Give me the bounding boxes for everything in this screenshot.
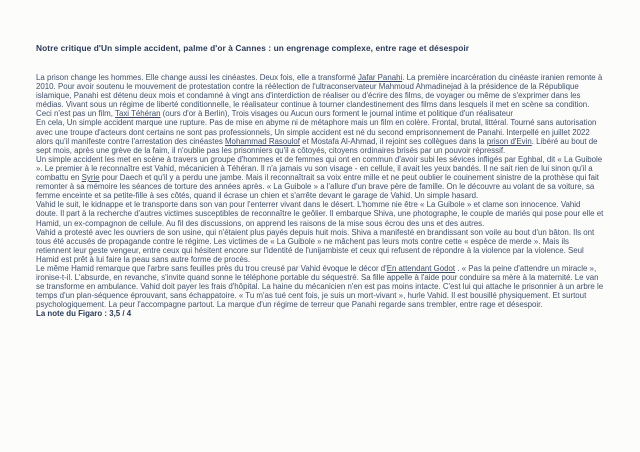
article-paragraph: [36, 118, 604, 154]
text-run: La prison change les hommes. Elle change aussi les cinéastes. Deux fois, elle a transformé: [36, 73, 358, 82]
article-paragraph: [36, 155, 604, 200]
text-run: Le même Hamid remarque que l'arbre sans feuilles près du trou creusé par Vahid évoque le décor d': [36, 263, 387, 273]
figaro-rating: La note du Figaro : 3,5 / 4: [36, 309, 132, 319]
text-run: . « Pas la peine d'attendre un miracle », ironise-t-il. L'absurde, en revanche, s'invite quand sonne le téléphone portable du séquestré. Sa fille appelle à l'aide pour conduire sa mère à la maternité. Le van se transforme en ambulance. Vahid doit payer les frais d'hôpital. La haine du mécanicien n'en est pas moins intacte. C'est lui qui attache le prisonnier à un arbre le temps d'un plan-séquence éprouvant, sans échappatoire. « Tu m'as tué cent fois, je suis un mort-vivant », hurle Vahid. Il est bousillé physiquement. Et surtout psychologiquement. La peur l'accompagne partout. La marque d'un régime de terreur que Panahi regarde sans trembler, entre rage et désespoir.: [36, 263, 604, 310]
article-body: [36, 73, 604, 319]
text-run: . La première incarcération du cinéaste iranien remonte à 2010. Pour avoir soutenu le mouvement de protestation contre la réélection de l'ultraconservateur Mahmoud Ahmadinejad à la présidence de la République islamique, Panahi est détenu deux mois et condamné à vingt ans d'interdiction de réaliser ou d'écrire des films, de voyager ou même de s'exprimer dans les médias. Vivant sous un régime de liberté conditionnelle, le réalisateur continue à tourner clandestinement des films dans lesquels il met en scène sa condition. Ceci n'est pas un film,: [36, 73, 603, 119]
text-run: Vahid le suit, le kidnappe et le transporte dans son van pour l'enterrer vivant dans le désert. L'homme nie être « La Guibole » et clame son innocence. Vahid doute. Il part à la recherche d'autres victimes susceptibles de reconnaître le geôlier. Il embarque Shiva, une photographe, le couple de mariés qui pose pour elle et Hamid, un ex-compagnon de cellule. Au fil des discussions, on apprend les raisons de la mise sous écrou des uns et des autres.: [36, 200, 604, 228]
article-paragraph: [36, 73, 604, 118]
text-run: Un simple accident les met en scène à travers un groupe d'hommes et de femmes qui ont en commun d'avoir subi les sévices infligés par Eghbal, dit « La Guibole ». Le premier à le reconnaître est Vahid, mécanicien à Téhéran. Il n'a jamais vu son visage - en cellule, il avait les yeux bandés. Il ne sait rien de lui sinon qu'il a combattu en: [36, 154, 603, 183]
text-run: (ours d'or à Berlin), Trois visages ou Aucun ours forment le journal intime et politique d'un réalisateur: [160, 109, 514, 119]
text-run: et Mostafa Al-Ahmad, il rejoint ses collègues dans la: [299, 136, 487, 146]
inline-link[interactable]: Syrie: [81, 173, 100, 183]
article-paragraph: [36, 228, 604, 264]
text-run: pour Daech et qu'il y a perdu une jambe. Mais il reconnaîtrait sa voix entre mille et ne peut oublier le couinement sinistre de la prothèse qui fait remonter à sa mémoire les séances de torture des années après. « La Guibole » a l'allure d'un brave père de famille. On le découvre au volant de sa voiture, sa femme enceinte et sa petite-fille à ses côtés, quand il écrase un chien et s'arrête devant le garage de Vahid. Un simple hasard.: [36, 173, 599, 201]
text-run: En cela, Un simple accident marque une rupture. Pas de mise en abyme ni de métaphore mais un film en colère. Frontal, brutal, littéral. Tourné sans autorisation avec une troupe d'acteurs dont certains ne sont pas professionnels, Un simple accident est né du second emprisonnement de Panahi. Interpellé en juillet 2022 alors qu'il manifeste contre l'arrestation des cinéastes: [36, 118, 597, 146]
inline-link[interactable]: Jafar Panahi: [357, 73, 403, 82]
article-paragraph: [36, 264, 604, 309]
article-title: Notre critique d'Un simple accident, palme d'or à Cannes : un engrenage complexe, entre rage et désespoir: [36, 43, 470, 53]
text-run: . Libéré au bout de sept mois, après une grève de la faim, il n'oublie pas les prisonniers qu'il a côtoyés, citoyens ordinaires brisés par un pouvoir répressif.: [36, 136, 598, 155]
text-run: Vahid a protesté avec les ouvriers de son usine, qui n'étaient plus payés depuis huit mois. Shiva a manifesté en brandissant son voile au bout d'un bâton. Ils ont tous été accusés de propagande contre le régime. Les victimes de « La Guibole » ne mâchent pas leurs mots contre cette « espèce de merde ». Mais ils retiennent leur geste vengeur, entre ceux qui hésitent encore sur l'identité de l'unijambiste et ceux qui refusent de répondre à la violence par la violence. Seul Hamid est prêt à lui faire la peau sans autre forme de procès.: [36, 227, 595, 264]
inline-link[interactable]: prison d'Evin: [486, 136, 532, 146]
article-paragraph: [36, 200, 604, 227]
inline-link[interactable]: En attendant Godot: [386, 263, 456, 273]
inline-link[interactable]: Mohammad Rasoulof: [224, 136, 300, 146]
inline-link[interactable]: Taxi Téhéran: [115, 109, 161, 119]
